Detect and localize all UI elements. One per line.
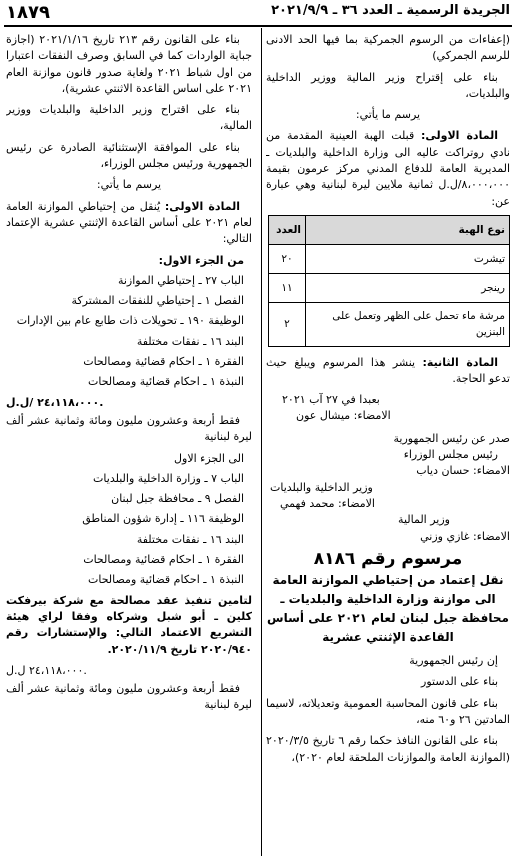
list-item: الوظيفة ١١٦ ـ إدارة شؤون المناطق (82, 512, 244, 526)
table-cell: تيشرت (306, 244, 510, 273)
amount-words: فقط أربعة وعشرون مليون ومائة وثمانية عشر ألف ليرة لبنانية (6, 413, 252, 444)
article-1 (266, 128, 510, 209)
table-row (269, 244, 510, 273)
list-item: الفقرة ١ ـ احكام قضائية ومصالحات (83, 553, 244, 567)
transfer-from (6, 253, 252, 391)
signature-issued: صدر عن رئيس الجمهورية (393, 431, 510, 445)
paragraph: بناء على قانون المحاسبة العمومية وتعديلاته، لاسيما المادتين ٢٦ و٦٠ منه، (266, 696, 510, 727)
table-cell: رينجر (306, 273, 510, 302)
paragraph: بناء على القانون النافذ حكما رقم ٦ تاريخ ٢٠٢٠/٣/٥ (الموازنة العامة والموازنات الملحقة لعام ٢٠٢٠)، (266, 734, 510, 764)
donation-table (268, 215, 510, 347)
paragraph: إن رئيس الجمهورية (409, 654, 498, 668)
signature-interior-title: وزير الداخلية والبلديات (270, 480, 373, 494)
signature-president: الامضاء: ميشال عون (296, 409, 391, 423)
table-cell: ٢٠ (269, 244, 306, 273)
signature-finance-title: وزير المالية (398, 513, 450, 527)
header-rule (4, 25, 512, 27)
list-item: الباب ٧ ـ وزارة الداخلية والبلديات (93, 471, 244, 485)
section-heading: من الجزء الاول: (158, 253, 244, 267)
article-text: ينشر هذا المرسوم ويبلغ حيث تدعو الحاجة. (266, 355, 510, 385)
table-cell: مرشة ماء تحمل على الظهر وتعمل على البنزين (306, 302, 510, 346)
signature-finance: الامضاء: غازي وزني (420, 529, 510, 543)
signature-date: بعبدا في ٢٧ آب ٢٠٢١ (282, 393, 380, 407)
decree-number: مرسوم رقم ٨١٨٦ (313, 548, 463, 569)
article-text: قبلت الهبة العينية المقدمة من نادي روتراكت عاليه الى وزارة الداخلية والبلديات ـ المديرية العامة للدفاع المدني مركز عرمون بقيمة ٨،٠٠٠،٠٠٠/ل.ل ثمانية ملايين ليرة لبنانية وهي عبارة عن: (266, 129, 510, 208)
list-item: النبذة ١ ـ احكام قضائية ومصالحات (88, 573, 244, 587)
signature-interior: الامضاء: محمد فهمي (280, 496, 375, 510)
transfer-to (6, 451, 252, 589)
article-label: المادة الاولى: (420, 129, 498, 143)
table-cell: ١١ (269, 273, 306, 302)
article-text: يُنقل من إحتياطي الموازنة العامة لعام ٢٠٢١ على أساس القاعدة الإثنتي عشرية الإعتماد التالي: (6, 199, 252, 246)
paragraph: بناء على الموافقة الإستثنائية الصادرة عن رئيس الجمهورية ورئيس مجلس الوزراء، (6, 140, 252, 171)
purpose-paragraph: لتامين تنفيذ عقد مصالحة مع شركة بيرفكت كلين ـ أبو شبل وشركاه وفقا لراي هيئة التشريع الاعتماد التالي: والإستشارات رقم ٢٠٢٠/٩٤٠ تاريخ ٢٠٢٠/١١/٩. (6, 593, 252, 656)
signature-pm: الامضاء: حسان دياب (416, 464, 510, 478)
page-number: ١٨٧٩ (6, 2, 50, 23)
decree-formula: يرسم ما يأتي: (355, 108, 421, 122)
paragraph: بناء على إقتراح وزير المالية ووزير الداخلية والبلديات، (266, 70, 510, 100)
list-item: النبذة ١ ـ احكام قضائية ومصالحات (88, 375, 244, 389)
decree-title: نقل إعتماد من إحتياطي الموازنة العامة الى موازنة وزارة الداخلية والبلديات ـ محافظة جبل لبنان لعام ٢٠٢١ على أساس القاعدة الإثنتي عشرية (267, 573, 509, 645)
amount-figure: ٢٤،١١٨،٠٠٠ /ل.ل. (6, 395, 104, 409)
section-heading: الى الجزء الاول (174, 451, 244, 465)
list-item: الوظيفة ١٩٠ ـ تحويلات ذات طابع عام بين الإدارات (16, 314, 244, 328)
article-1 (6, 199, 252, 248)
list-item: الباب ٢٧ ـ إحتياطي الموازنة (117, 273, 244, 287)
gazette-title: الجريدة الرسمية ـ العدد ٣٦ ـ ٢٠٢١/٩/٩ (271, 3, 510, 18)
left-column (6, 32, 252, 719)
amount-figure: ٢٤،١١٨،٠٠٠ ل.ل. (6, 663, 87, 677)
list-item: الفصل ٩ ـ محافظة جبل لبنان (111, 492, 244, 506)
right-column (266, 32, 510, 771)
list-item: البند ١٦ ـ نفقات مختلفة (136, 532, 244, 546)
paragraph: بناء على اقتراح وزير الداخلية والبلديات ووزير المالية، (6, 103, 252, 133)
signature-block (266, 392, 510, 545)
article-label: المادة الثانية: (422, 355, 498, 369)
list-item: الفقرة ١ ـ احكام قضائية ومصالحات (83, 355, 244, 369)
signature-pm-title: رئيس مجلس الوزراء (403, 448, 498, 462)
paragraph: بناء على القانون رقم ٢١٣ تاريخ ٢٠٢١/١/١٦ (اجازة جباية الواردات كما في السابق وصرف النفقات اعتبارا من اول شباط ٢٠٢١ ولغاية صدور قانون موازنة العام ٢٠٢١ على اساس القاعدة الاثنتي عشرية)، (6, 33, 252, 95)
paragraph: بناء على الدستور (421, 675, 498, 689)
article-2 (266, 355, 510, 388)
table-row (269, 302, 510, 346)
page-header (6, 2, 510, 24)
table-row (269, 273, 510, 302)
amount-words: فقط أربعة وعشرون مليون ومائة وثمانية عشر ألف ليرة لبنانية (6, 682, 252, 712)
table-cell: ٢ (269, 302, 306, 346)
column-header-type: نوع الهبة (306, 215, 510, 244)
paragraph: (إعفاءات من الرسوم الجمركية بما فيها الحد الادنى للرسم الجمركي) (266, 33, 510, 63)
list-item: الفصل ١ ـ إحتياطي للنفقات المشتركة (71, 294, 244, 308)
decree-formula: يرسم ما يأتي: (96, 178, 162, 192)
table-header-row (269, 215, 510, 244)
column-divider (261, 28, 262, 856)
list-item: البند ١٦ ـ نفقات مختلفة (136, 334, 244, 348)
column-header-count: العدد (269, 215, 306, 244)
article-label: المادة الاولى: (164, 199, 240, 213)
